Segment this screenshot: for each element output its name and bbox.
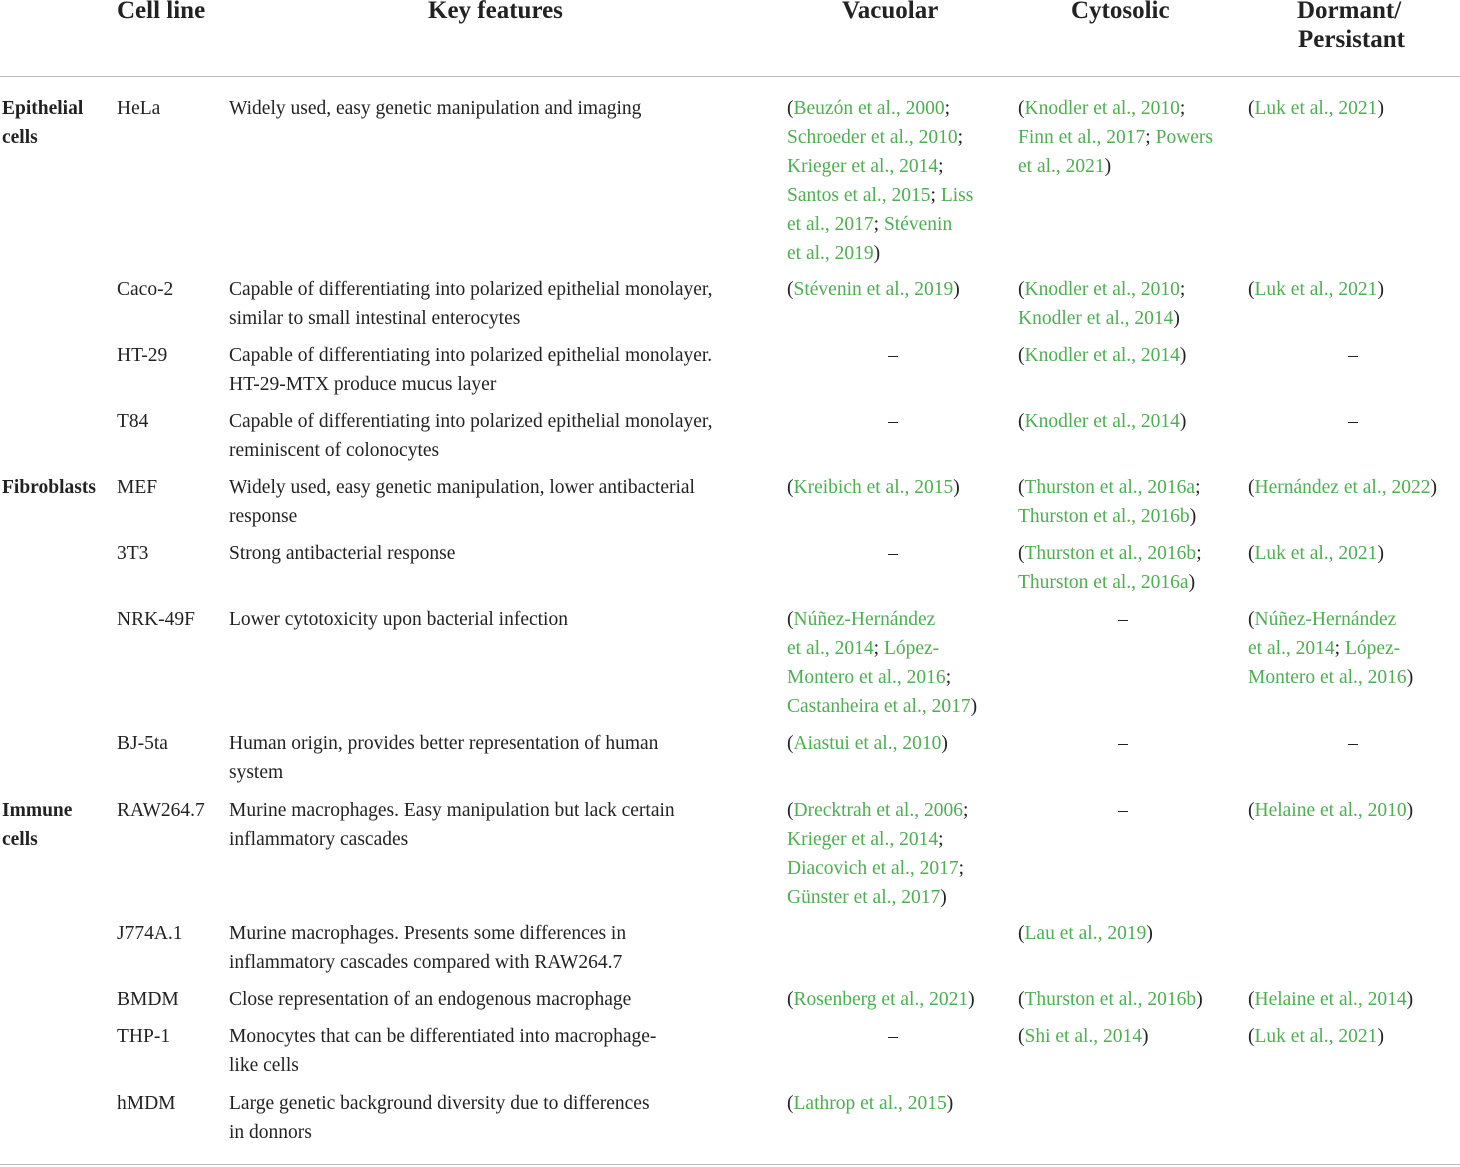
vacuolar-empty-dash: – [888,1026,898,1047]
reference-link[interactable]: Thurston et al., 2016a [1024,477,1196,498]
reference-link[interactable]: Lau et al., 2019 [1024,923,1147,944]
group-label: cells [2,127,38,148]
reference-link[interactable]: Núñez-Hernández [793,609,936,630]
reference-link[interactable]: Kreibich et al., 2015 [793,477,954,498]
dormant-empty-dash: – [1348,733,1358,754]
reference-link[interactable]: Powers [1155,127,1214,148]
reference-link[interactable]: Thurston et al., 2016b [1018,506,1190,527]
cytosolic-refs: (Knodler et al., 2014) [1018,345,1187,366]
reference-link[interactable]: Thurston et al., 2016b [1024,543,1197,564]
reference-link[interactable]: Thurston et al., 2016a [1018,572,1189,593]
reference-link[interactable]: Montero et al., 2016 [787,667,946,688]
reference-link[interactable]: Aiastui et al., 2010 [793,733,942,754]
cytosolic-refs: (Thurston et al., 2016b) [1018,989,1203,1010]
cell-line-name: J774A.1 [117,923,183,944]
key-features [229,796,774,854]
key-features [229,605,774,634]
feature-text: like cells [229,1055,299,1076]
reference-link[interactable]: Lathrop et al., 2015 [793,1093,947,1114]
cytosolic-empty-dash: – [1118,609,1128,630]
feature-text: reminiscent of colonocytes [229,440,440,461]
feature-text: in donnors [229,1122,312,1143]
feature-text: similar to small intestinal enterocytes [229,308,521,329]
cell-line-name: THP-1 [117,1026,171,1047]
feature-text: Monocytes that can be differentiated into macrophage- [229,1026,657,1047]
dormant-empty-dash: – [1348,411,1358,432]
cell-line-name: Caco-2 [117,279,174,300]
group-label: Immune [2,800,73,821]
cytosolic-refs: (Knodler et al., 2010; Knodler et al., 2014) [1018,279,1186,329]
key-features [229,919,774,977]
reference-link[interactable]: Knodler et al., 2010 [1024,279,1180,300]
reference-link[interactable]: Drecktrah et al., 2006 [793,800,963,821]
key-features [229,729,774,787]
key-features [229,985,774,1014]
reference-link[interactable]: et al., 2017 [787,214,874,235]
key-features [229,539,774,568]
reference-link[interactable]: Hernández et al., 2022 [1254,477,1431,498]
cell-line-name: BMDM [117,989,179,1010]
key-features [229,275,774,333]
reference-link[interactable]: Stévenin et al., 2019 [793,279,954,300]
vacuolar-refs: (Aiastui et al., 2010) [787,733,948,754]
cell-line-name: hMDM [117,1093,176,1114]
dormant-refs: (Luk et al., 2021) [1248,279,1384,300]
vacuolar-refs: (Núñez-Hernández et al., 2014; López- Montero et al., 2016; Castanheira et al., 2017) [787,609,978,717]
cell-line-name: MEF [117,477,158,498]
reference-link[interactable]: Rosenberg et al., 2021 [793,989,969,1010]
key-features [229,1022,774,1080]
reference-link[interactable]: Montero et al., 2016 [1248,667,1407,688]
feature-text: Lower cytotoxicity upon bacterial infection [229,609,568,630]
reference-link[interactable]: Knodler et al., 2014 [1018,308,1174,329]
feature-text: Capable of differentiating into polarized epithelial monolayer, [229,411,713,432]
reference-link[interactable]: Luk et al., 2021 [1254,1026,1378,1047]
header-dormant-line2: Persistant [1298,26,1405,53]
feature-text: Close representation of an endogenous macrophage [229,989,632,1010]
reference-link[interactable]: Helaine et al., 2014 [1254,989,1407,1010]
vacuolar-empty-dash: – [888,411,898,432]
reference-link[interactable]: Castanheira et al., 2017 [787,696,971,717]
cell-line-name: 3T3 [117,543,149,564]
dormant-refs: (Luk et al., 2021) [1248,543,1384,564]
dormant-refs: (Núñez-Hernández et al., 2014; López- Montero et al., 2016) [1248,609,1414,688]
reference-link[interactable]: Finn et al., 2017 [1018,127,1146,148]
reference-link[interactable]: Santos et al., 2015 [787,185,931,206]
reference-link[interactable]: López- [883,638,940,659]
reference-link[interactable]: Krieger et al., 2014 [787,829,939,850]
cell-line-name: T84 [117,411,149,432]
feature-text: Murine macrophages. Easy manipulation but lack certain [229,800,675,821]
key-features [229,94,774,123]
reference-link[interactable]: et al., 2014 [787,638,874,659]
reference-link[interactable]: Krieger et al., 2014 [787,156,939,177]
reference-link[interactable]: Luk et al., 2021 [1254,98,1378,119]
feature-text: inflammatory cascades [229,829,409,850]
feature-text: inflammatory cascades compared with RAW264.7 [229,952,623,973]
vacuolar-refs: (Lathrop et al., 2015) [787,1093,954,1114]
table-bottom-divider [0,1164,1460,1165]
key-features [229,473,774,531]
reference-link[interactable]: et al., 2021 [1018,156,1105,177]
feature-text: Capable of differentiating into polarized epithelial monolayer. [229,345,713,366]
group-label: Epithelial [2,98,84,119]
cell-line-name: NRK-49F [117,609,196,630]
vacuolar-refs: (Kreibich et al., 2015) [787,477,960,498]
feature-text: HT-29-MTX produce mucus layer [229,374,497,395]
feature-text: Murine macrophages. Presents some differences in [229,923,627,944]
header-cytosolic: Cytosolic [1071,0,1170,24]
header-vacuolar: Vacuolar [842,0,939,24]
group-label: Fibroblasts [2,477,96,498]
vacuolar-refs: (Stévenin et al., 2019) [787,279,960,300]
reference-link[interactable]: Liss [940,185,974,206]
dormant-refs: (Helaine et al., 2014) [1248,989,1414,1010]
feature-text: Widely used, easy genetic manipulation and imaging [229,98,642,119]
key-features [229,407,774,465]
vacuolar-empty-dash: – [888,543,898,564]
vacuolar-refs: (Beuzón et al., 2000; Schroeder et al., 2010; Krieger et al., 2014; Santos et al., 2015; Liss et al., 2017; Stévenin et al., 2019) [787,98,974,264]
feature-text: Large genetic background diversity due to differences [229,1093,650,1114]
reference-link[interactable]: Knodler et al., 2014 [1024,411,1180,432]
key-features [229,1089,774,1147]
cytosolic-refs: (Thurston et al., 2016b; Thurston et al., 2016a) [1018,543,1202,593]
reference-link[interactable]: Schroeder et al., 2010 [787,127,958,148]
feature-text: Widely used, easy genetic manipulation, lower antibacterial [229,477,695,498]
dormant-refs: (Helaine et al., 2010) [1248,800,1414,821]
cytosolic-refs: (Lau et al., 2019) [1018,923,1153,944]
dormant-empty-dash: – [1348,345,1358,366]
cell-line-name: RAW264.7 [117,800,205,821]
reference-link[interactable]: Helaine et al., 2010 [1254,800,1407,821]
reference-link[interactable]: Stévenin [883,214,953,235]
group-label: cells [2,829,38,850]
key-features [229,341,774,399]
reference-link[interactable]: Núñez-Hernández [1254,609,1397,630]
reference-link[interactable]: Beuzón et al., 2000 [793,98,945,119]
cytosolic-empty-dash: – [1118,800,1128,821]
feature-text: response [229,506,298,527]
cytosolic-refs: (Shi et al., 2014) [1018,1026,1149,1047]
reference-link[interactable]: Knodler et al., 2014 [1024,345,1180,366]
feature-text: Strong antibacterial response [229,543,456,564]
header-divider [0,76,1460,77]
cell-line-name: HeLa [117,98,161,119]
dormant-refs: (Hernández et al., 2022) [1248,477,1437,498]
header-cell-line: Cell line [117,0,206,24]
vacuolar-refs: (Rosenberg et al., 2021) [787,989,975,1010]
reference-link[interactable]: Diacovich et al., 2017 [787,858,959,879]
feature-text: system [229,762,284,783]
reference-link[interactable]: Thurston et al., 2016b [1024,989,1197,1010]
reference-link[interactable]: López- [1344,638,1401,659]
reference-link[interactable]: et al., 2019 [787,243,874,264]
header-key-features: Key features [428,0,563,24]
header-dormant-line1: Dormant/ [1297,0,1402,24]
vacuolar-empty-dash: – [888,345,898,366]
reference-link[interactable]: Knodler et al., 2010 [1024,98,1180,119]
feature-text: Capable of differentiating into polarized epithelial monolayer, [229,279,713,300]
reference-link[interactable]: Luk et al., 2021 [1254,543,1378,564]
reference-link[interactable]: Günster et al., 2017 [787,887,941,908]
vacuolar-refs: (Drecktrah et al., 2006; Krieger et al., 2014; Diacovich et al., 2017; Günster et al., 2017) [787,800,969,908]
reference-link[interactable]: Luk et al., 2021 [1254,279,1378,300]
cytosolic-refs: (Knodler et al., 2010; Finn et al., 2017; Powers et al., 2021) [1018,98,1214,177]
feature-text: Human origin, provides better representation of human [229,733,659,754]
dormant-refs: (Luk et al., 2021) [1248,98,1384,119]
cytosolic-refs: (Knodler et al., 2014) [1018,411,1187,432]
dormant-refs: (Luk et al., 2021) [1248,1026,1384,1047]
cytosolic-empty-dash: – [1118,733,1128,754]
cell-line-name: BJ-5ta [117,733,168,754]
cell-line-name: HT-29 [117,345,168,366]
reference-link[interactable]: Shi et al., 2014 [1024,1026,1143,1047]
reference-link[interactable]: et al., 2014 [1248,638,1335,659]
cytosolic-refs: (Thurston et al., 2016a; Thurston et al., 2016b) [1018,477,1201,527]
